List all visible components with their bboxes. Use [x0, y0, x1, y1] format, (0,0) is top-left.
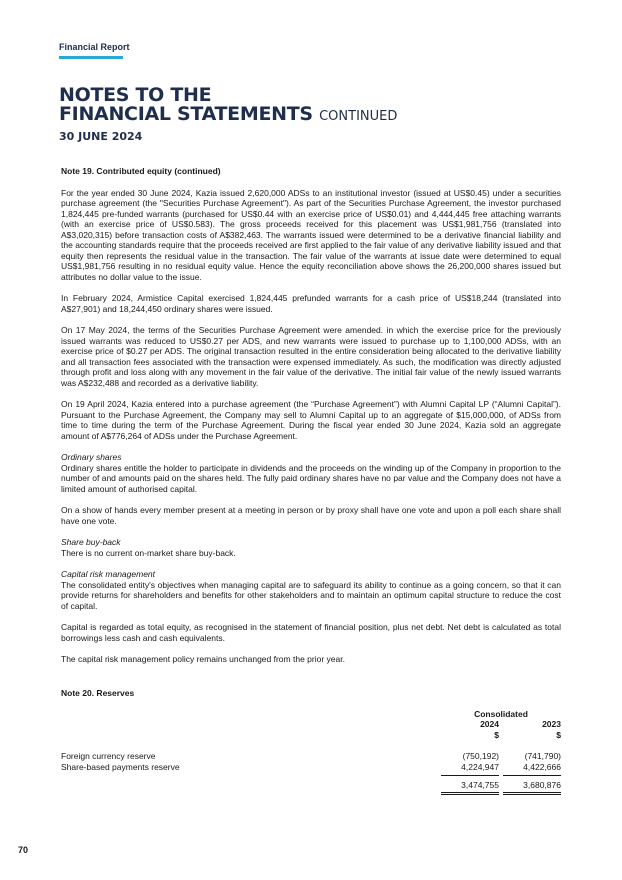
total-2024: 3,474,755: [461, 780, 499, 790]
title-continued: CONTINUED: [319, 109, 398, 124]
unit-2024-header: $: [494, 729, 499, 740]
voting-rights-text: On a show of hands every member present at a meeting in person or by proxy shall have one vote and upon a poll each share shall have one vote.: [61, 505, 561, 526]
year-header-row: [61, 719, 561, 730]
table-row: [61, 762, 561, 773]
reserves-heading-row: [61, 688, 561, 699]
note-19-heading: Note 19. Contributed equity (continued): [61, 166, 221, 176]
title-line-2-text: FINANCIAL STATEMENTS: [59, 103, 313, 125]
section-accent-bar: [59, 56, 123, 59]
unit-header-row: [61, 730, 561, 741]
share-buyback-text: There is no current on-market share buy-back.: [61, 547, 236, 558]
row-value-2023: 4,422,666: [523, 761, 561, 772]
row-label: Foreign currency reserve: [61, 751, 156, 761]
year-2024-header: 2024: [480, 719, 499, 729]
capital-risk-text: The consolidated entity's objectives when managing capital are to safeguard its ability to continue as a going concern, so that it can provide returns for shareholders and benefits for other stakeholders and to maintain an optimum capital structure to reduce the cost of capital.: [61, 579, 561, 611]
section-label: Financial Report: [59, 42, 130, 52]
row-value-2024: 4,224,947: [461, 761, 499, 772]
ordinary-shares-heading: Ordinary shares: [61, 452, 122, 462]
capital-risk-heading: Capital risk management: [61, 569, 156, 579]
ordinary-shares-section: [61, 452, 561, 494]
row-label: Share-based payments reserve: [61, 761, 180, 772]
note-19-body: [61, 166, 561, 676]
ordinary-shares-text: Ordinary shares entitle the holder to participate in dividends and the proceeds on the winding up of the Company in proportion to the number of and amounts paid on the shares held. The fully paid ordinary shares have no par value and the Company does not have a limited amount of authorised capital.: [61, 462, 561, 494]
subtotal-rule-2024: [441, 775, 499, 776]
row-value-2023: (741,790): [524, 751, 561, 761]
year-2023-header: 2023: [542, 719, 561, 729]
page-date: 30 JUNE 2024: [59, 130, 143, 143]
page-title: [59, 86, 397, 126]
total-2023: 3,680,876: [523, 780, 561, 790]
title-line-2: [59, 105, 397, 126]
capital-policy-text: The capital risk management policy remains unchanged from the prior year.: [61, 654, 345, 664]
total-rule-2024-b: [441, 794, 499, 795]
paragraph: In February 2024, Armistice Capital exercised 1,824,445 prefunded warrants for a cash price of US$18,244 (translated into A$27,901) and 18,244,450 ordinary shares were issued.: [61, 293, 561, 314]
paragraph: For the year ended 30 June 2024, Kazia issued 2,620,000 ADSs to an institutional investor (issued at US$0.45) under a securities purchase agreement (the "Securities Purchase Agreement"). As part of the Securities Purchase Agreement, the investor purchased 1,824,445 pre-funded warrants (purchased for US$0.44 with an exercise price of US$0.01) and 4,444,445 free attaching warrants (with an exercise price of US$0.583). The gross proceeds received for this placement was US$1,981,756 (translated into A$3,020,315) before transaction costs of A$382,463. The warrants issued were determined to be a derivative financial liability and the accounting standards require that the proceeds received are first applied to the fair value of any derivative liability issued and that equity then represents the residual value in the transaction. The fair value of the warrants at issue date were determined to equal US$1,981,756 resulting in no residual equity value. Hence the equity reconciliation above shows the 26,200,000 shares issued but attributes no dollar value to the issue.: [61, 187, 561, 282]
consolidated-header-row: [61, 709, 561, 720]
subtotal-rule-2023: [503, 775, 561, 776]
page-number: 70: [18, 845, 29, 855]
subtotal-rule-row: [61, 772, 561, 780]
row-value-2024: (750,192): [462, 751, 499, 761]
share-buyback-heading: Share buy-back: [61, 537, 121, 547]
paragraph: On 17 May 2024, the terms of the Securities Purchase Agreement were amended. in which the exercise price for the previously issued warrants was reduced to US$0.27 per ADS, and new warrants were issued to purchase up to 1,100,000 ADSs, with an exercise price of $0.27 per ADS. The original transaction resulted in the entire consideration being allocated to the derivative liability and all transaction fees associated with the transaction were expensed immediately. As such, the modification was directly adjusted through profit and loss along with any movement in the fair value of the derivative. The initial fair value of the newly issued warrants was A$232,488 and recorded as a derivative liability.: [61, 325, 561, 388]
table-row: [61, 751, 561, 762]
note-20-heading: Note 20. Reserves: [61, 688, 135, 698]
total-rule-2023-b: [503, 794, 561, 795]
total-rule-row: [61, 791, 561, 797]
consolidated-label: Consolidated: [474, 708, 528, 719]
total-rule-2024-a: [441, 792, 499, 793]
capital-risk-section: [61, 569, 561, 611]
capital-definition-text: Capital is regarded as total equity, as recognised in the statement of financial position, plus net debt. Net debt is calculated as total borrowings less cash and cash equivalents.: [61, 622, 561, 643]
paragraph: On 19 April 2024, Kazia entered into a purchase agreement (the “Purchase Agreement”) with Alumni Capital LP (“Alumni Capital”). Pursuant to the Purchase Agreement, the Company may sell to Alumni Capital up to an aggregate of $15,000,000, of ADSs from time to time during the term of the Purchase Agreement. During the fiscal year ended 30 June 2024, Kazia sold an aggregate amount of A$776,264 of ADSs under the Purchase Agreement.: [61, 399, 561, 441]
total-rule-2023-a: [503, 792, 561, 793]
reserves-table: [61, 688, 561, 797]
unit-2023-header: $: [556, 729, 561, 740]
share-buyback-section: [61, 537, 561, 558]
title-line-1: NOTES TO THE: [59, 84, 212, 106]
total-row: [61, 780, 561, 791]
